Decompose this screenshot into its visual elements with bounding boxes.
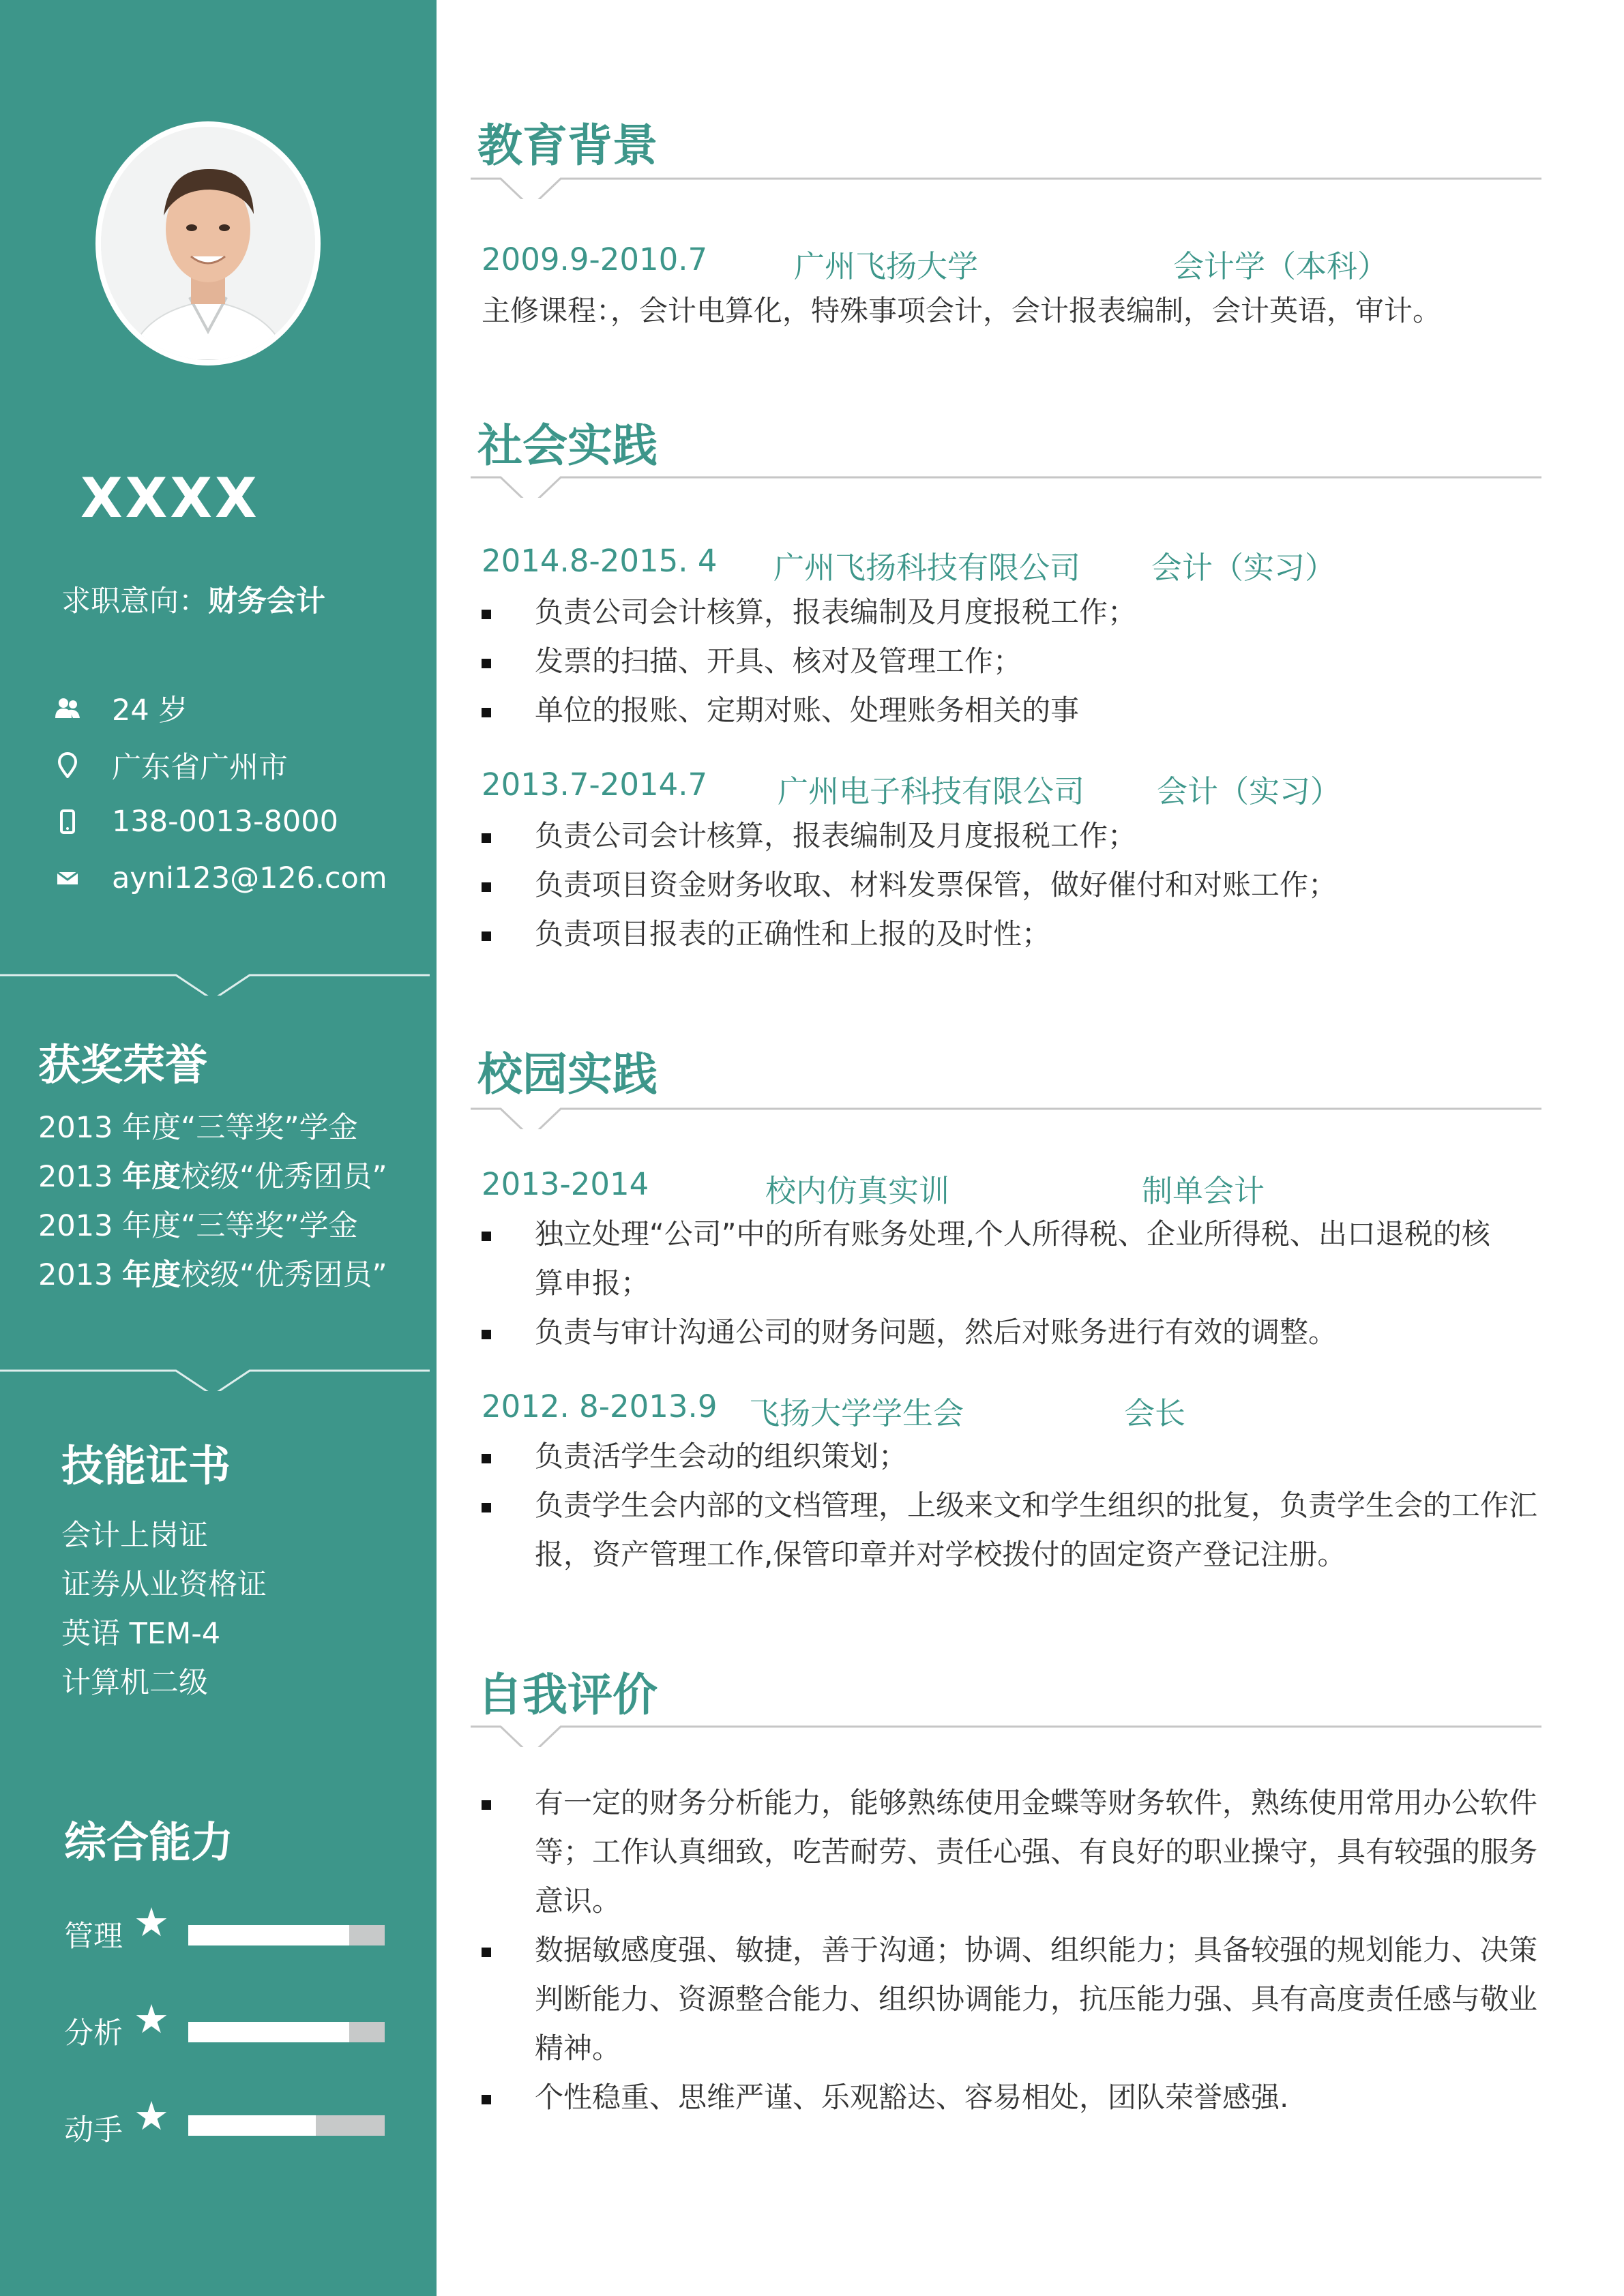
list-item: 负责项目资金财务收取、材料发票保管，做好催付和对账工作； <box>535 868 1338 901</box>
skill-label: 分析 <box>64 2016 123 2051</box>
location-pin-icon <box>50 748 85 782</box>
section-rule <box>471 1088 1541 1129</box>
main-content <box>437 0 1624 2296</box>
list-item-line: 意识。 <box>535 1884 621 1918</box>
certificate-item: 英语 TEM-4 <box>61 1617 221 1651</box>
skill-bar <box>188 2022 385 2042</box>
list-item: 负责项目报表的正确性和上报的及时性； <box>535 917 1051 951</box>
certificate-item: 证券从业资格证 <box>61 1568 267 1602</box>
list-item: 单位的报账、定期对账、处理账务相关的事 <box>535 694 1080 727</box>
phone-icon <box>50 805 85 839</box>
star-icon: ★ <box>134 1899 169 1945</box>
skill-label: 动手 <box>64 2113 123 2147</box>
award-item: 2013 年度“三等奖”学金 <box>38 1111 358 1145</box>
certificates-title: 技能证书 <box>61 1441 231 1491</box>
section-rule <box>471 158 1541 199</box>
bullet-icon <box>482 833 491 843</box>
job-intent-value: 财务会计 <box>208 584 325 618</box>
self-eval-title: 自我评价 <box>477 1669 658 1721</box>
list-item-line: 报，资产管理工作,保管印章并对学校拨付的固定资产登记注册。 <box>535 1538 1346 1571</box>
social-title: 社会实践 <box>477 419 658 472</box>
list-item-line: 等；工作认真细致，吃苦耐劳、责任心强、有良好的职业操守，具有较强的服务 <box>535 1835 1538 1868</box>
award-item: 2013 年度“三等奖”学金 <box>38 1209 358 1243</box>
bullet-icon <box>482 931 491 941</box>
email-row <box>50 858 387 899</box>
campus-title: 校园实践 <box>477 1048 658 1101</box>
certificate-item: 计算机二级 <box>61 1666 208 1700</box>
social-role: 会计（实习） <box>1157 773 1342 809</box>
education-title: 教育背景 <box>477 119 658 172</box>
campus-date: 2012. 8-2013.9 <box>482 1388 718 1425</box>
list-item-line: 精神。 <box>535 2031 621 2065</box>
education-major: 会计学（本科） <box>1173 248 1389 284</box>
list-item-line: 数据敏感度强、敏捷，善于沟通；协调、组织能力；具备较强的规划能力、决策 <box>535 1933 1538 1967</box>
person-icon <box>50 691 85 725</box>
list-item-line: 有一定的财务分析能力，能够熟练使用金蝶等财务软件，熟练使用常用办公软件 <box>535 1786 1538 1819</box>
list-item-line: 算申报； <box>535 1266 650 1300</box>
campus-role: 会长 <box>1124 1395 1186 1431</box>
social-date: 2013.7-2014.7 <box>482 766 708 803</box>
bullet-icon <box>482 1800 491 1810</box>
list-item-line: 负责学生会内部的文档管理，上级来文和学生组织的批复，负责学生会的工作汇 <box>535 1489 1538 1522</box>
campus-org: 校内仿真实训 <box>765 1173 950 1209</box>
education-date: 2009.9-2010.7 <box>482 241 708 278</box>
awards-title: 获奖荣誉 <box>38 1040 208 1090</box>
bullet-icon <box>482 1503 491 1512</box>
social-date: 2014.8-2015. 4 <box>482 543 718 579</box>
campus-org: 飞扬大学学生会 <box>749 1395 964 1431</box>
bullet-icon <box>482 1454 491 1463</box>
skill-bar-fill <box>188 2022 349 2042</box>
mail-icon <box>50 861 85 895</box>
abilities-title: 综合能力 <box>64 1817 234 1867</box>
list-item-line: 独立处理“公司”中的所有账务处理,个人所得税、企业所得税、出口退税的核 <box>535 1217 1490 1251</box>
phone-row <box>50 801 338 842</box>
avatar <box>101 127 315 360</box>
age-text: 24 岁 <box>112 693 188 728</box>
social-org: 广州飞扬科技有限公司 <box>773 550 1081 586</box>
list-item: 发票的扫描、开具、核对及管理工作； <box>535 644 1022 678</box>
bullet-icon <box>482 2095 491 2104</box>
location-row <box>50 745 288 786</box>
list-item-line: 负责与审计沟通公司的财务问题，然后对账务进行有效的调整。 <box>535 1315 1338 1349</box>
list-item: 负责公司会计核算，报表编制及月度报税工作； <box>535 819 1137 852</box>
bullet-icon <box>482 610 491 619</box>
certificate-item: 会计上岗证 <box>61 1519 208 1553</box>
section-divider <box>0 1350 430 1391</box>
phone-text: 138-0013-8000 <box>112 805 338 839</box>
job-intent-label: 求职意向： <box>61 584 208 618</box>
campus-date: 2013-2014 <box>482 1166 649 1202</box>
social-role: 会计（实习） <box>1151 550 1336 586</box>
award-item: 2013 年度校级“优秀团员” <box>38 1258 387 1292</box>
section-rule <box>471 1706 1541 1747</box>
skill-label: 管理 <box>64 1920 123 1954</box>
education-school: 广州飞扬大学 <box>794 248 979 284</box>
section-rule <box>471 457 1541 498</box>
list-item-line: 个性稳重、思维严谨、乐观豁达、容易相处，团队荣誉感强. <box>535 2081 1289 2114</box>
skill-bar-fill <box>188 2115 316 2136</box>
campus-role: 制单会计 <box>1142 1173 1265 1209</box>
skill-bar <box>188 2115 385 2136</box>
skill-bar <box>188 1925 385 1945</box>
email-text: ayni123@126.com <box>112 861 387 895</box>
candidate-name: XXXX <box>80 466 260 530</box>
education-courses: 主修课程：，会计电算化，特殊事项会计，会计报表编制，会计英语，审计。 <box>482 294 1442 327</box>
location-text: 广东省广州市 <box>112 750 288 785</box>
bullet-icon <box>482 708 491 717</box>
sidebar <box>0 0 437 2296</box>
profile-photo <box>101 127 315 360</box>
star-icon: ★ <box>134 2093 169 2139</box>
list-item: 负责公司会计核算，报表编制及月度报税工作； <box>535 595 1137 629</box>
list-item-line: 判断能力、资源整合能力、组织协调能力，抗压能力强、具有高度责任感与敬业 <box>535 1982 1538 2016</box>
star-icon: ★ <box>134 1996 169 2042</box>
bullet-icon <box>482 1948 491 1957</box>
bullet-icon <box>482 1330 491 1339</box>
list-item-line: 负责活学生会动的组织策划； <box>535 1440 908 1473</box>
social-org: 广州电子科技有限公司 <box>778 773 1085 809</box>
job-intent <box>61 578 325 620</box>
bullet-icon <box>482 659 491 668</box>
age-row <box>50 687 188 728</box>
skill-bar-fill <box>188 1925 349 1945</box>
award-item: 2013 年度校级“优秀团员” <box>38 1160 387 1194</box>
section-divider <box>0 955 430 996</box>
bullet-icon <box>482 1232 491 1241</box>
bullet-icon <box>482 882 491 892</box>
